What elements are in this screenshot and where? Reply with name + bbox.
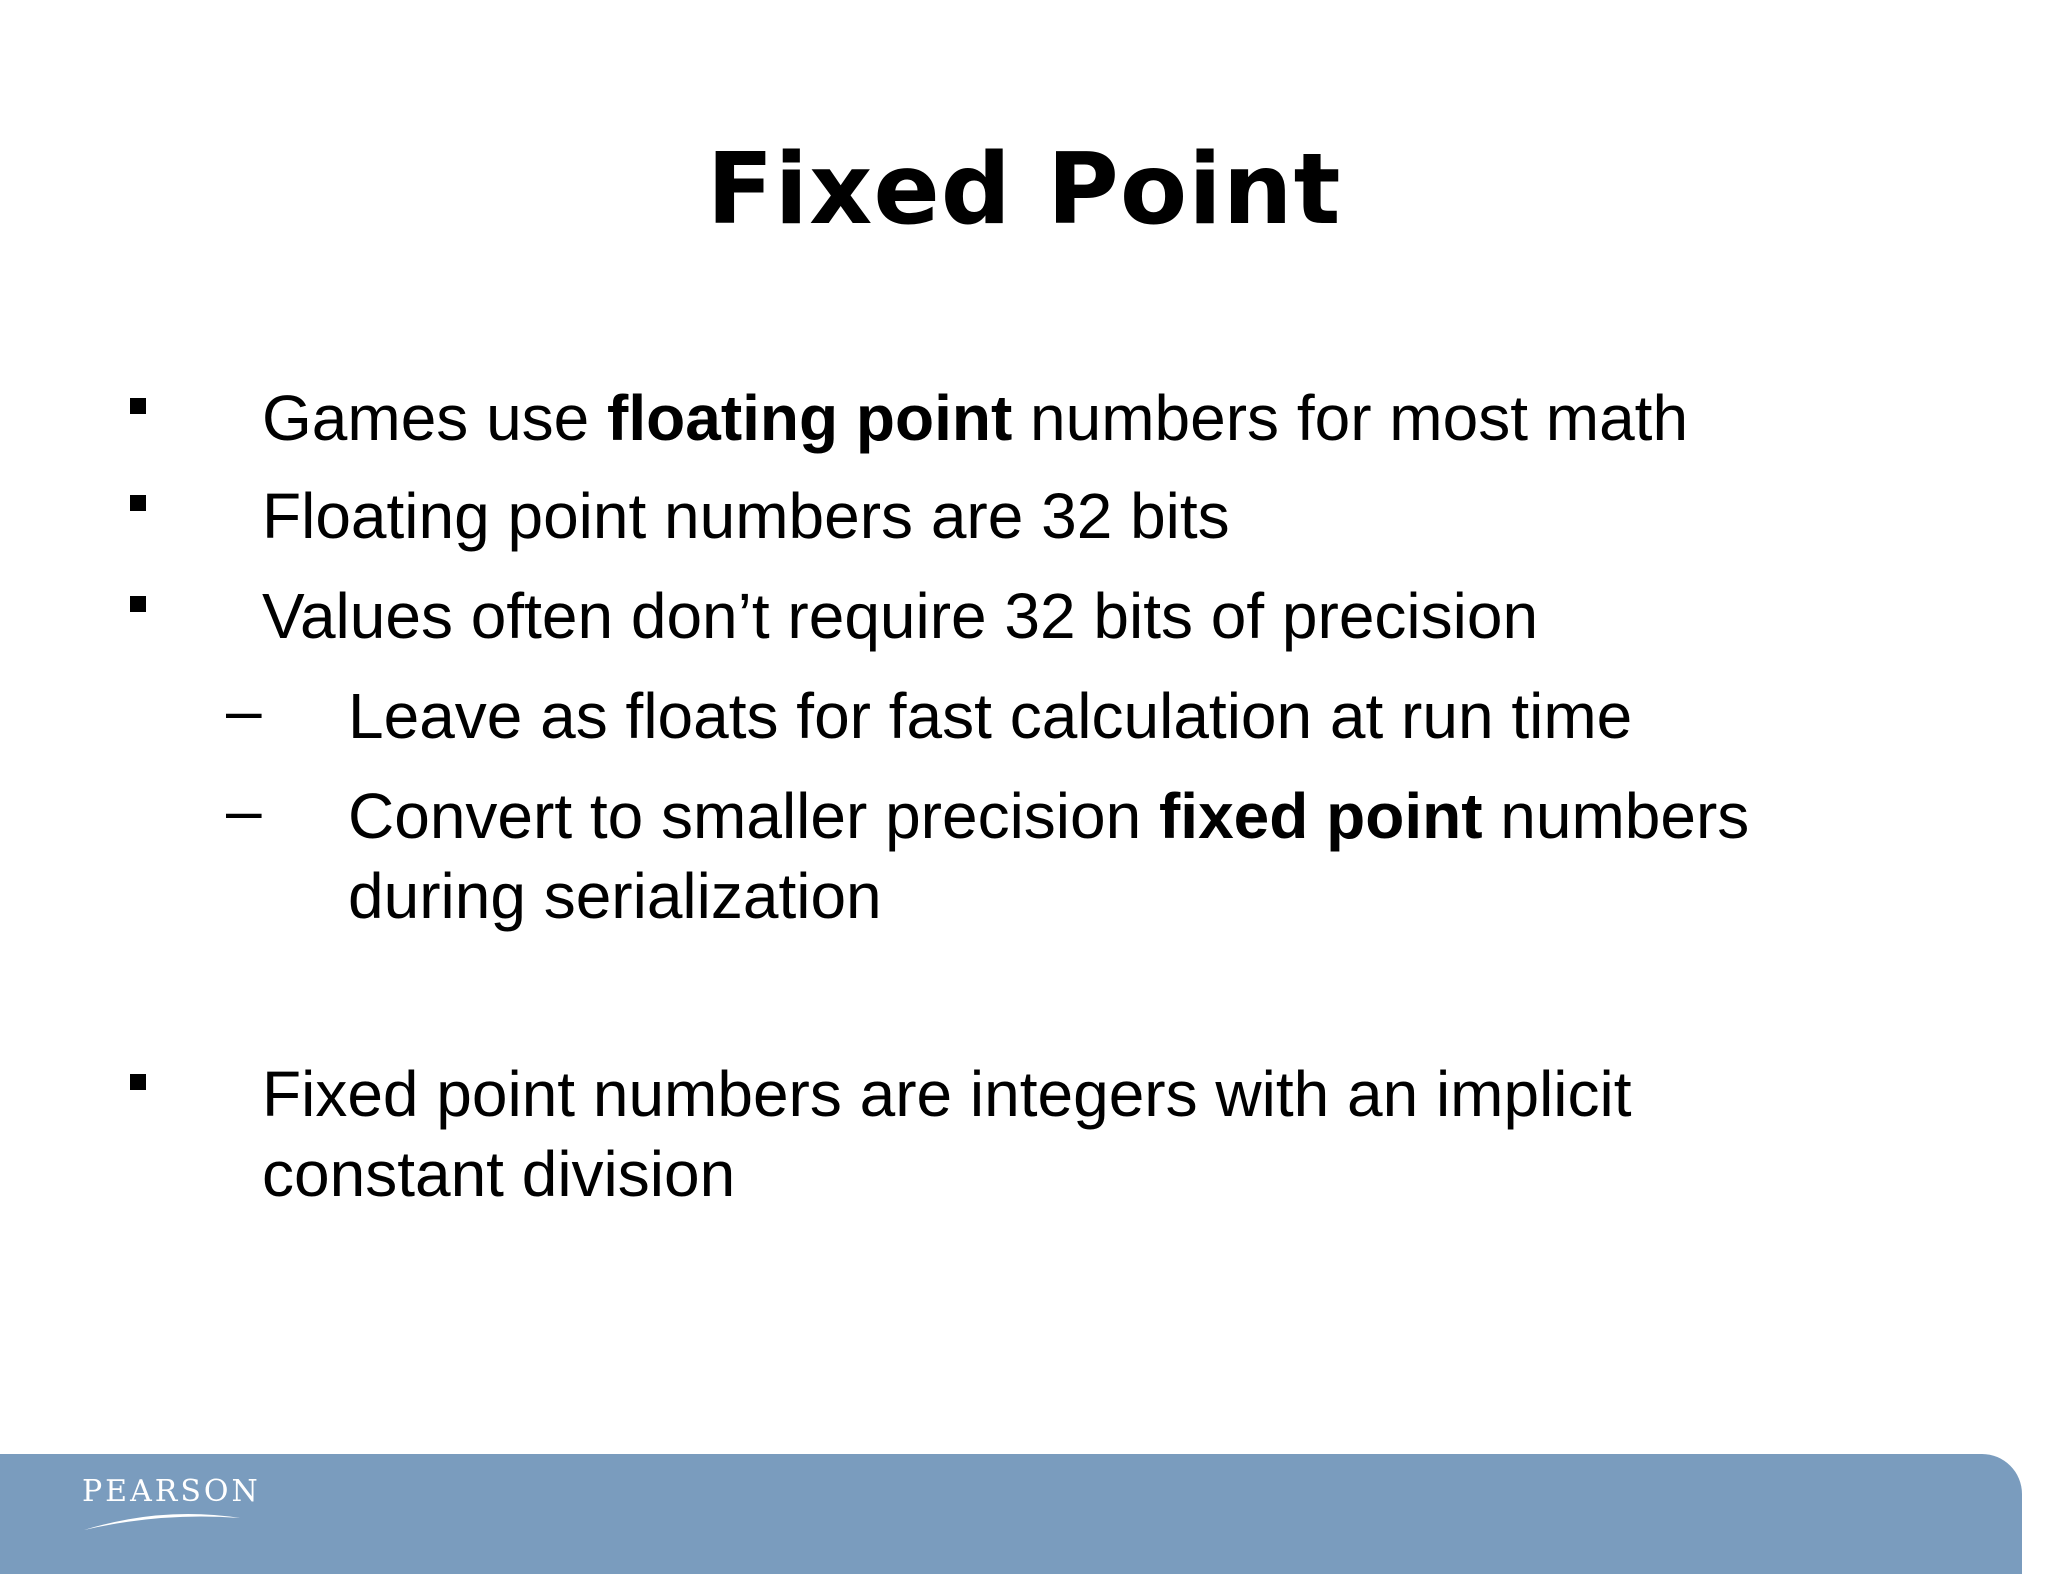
bullet-text-part: Leave as floats for fast calculation at run time — [348, 680, 1633, 752]
bullet-text-part: Games use — [262, 382, 608, 454]
bullet-text-continued — [262, 1134, 735, 1214]
bullet-text-bold: floating point — [607, 382, 1013, 454]
bullet-text — [262, 378, 1688, 458]
sub-bullet-text — [348, 776, 1749, 856]
bullet-text-part: during serialization — [348, 860, 882, 932]
footer-bar — [0, 1454, 2022, 1574]
square-bullet-icon — [130, 596, 146, 612]
square-bullet-icon — [130, 495, 146, 511]
swoosh-icon — [82, 1504, 242, 1534]
square-bullet-icon — [130, 1074, 146, 1090]
bullet-text — [262, 476, 1230, 556]
slide-title: Fixed Point — [706, 133, 1342, 247]
sub-bullet-text-continued — [348, 856, 882, 936]
pearson-logo — [82, 1474, 261, 1534]
dash-bullet-icon: – — [226, 774, 262, 846]
bullet-text-part: constant division — [262, 1138, 736, 1210]
dash-bullet-icon: – — [226, 674, 262, 746]
bullet-text-part: Convert to smaller precision — [348, 780, 1159, 852]
bullet-text-part: numbers for most math — [1012, 382, 1689, 454]
bullet-text-bold: fixed point — [1158, 780, 1483, 852]
bullet-text — [262, 1054, 1632, 1134]
bullet-text-part: Floating point numbers are 32 bits — [262, 480, 1230, 552]
sub-bullet-text — [348, 676, 1632, 756]
pearson-logo-text: PEARSON — [82, 1474, 261, 1509]
bullet-text — [262, 576, 1538, 656]
bullet-text-part: Fixed point numbers are integers with an implicit — [262, 1058, 1632, 1130]
bullet-text-part: numbers — [1482, 780, 1750, 852]
bullet-text-part: Values often don’t require 32 bits of precision — [262, 580, 1539, 652]
square-bullet-icon — [130, 398, 146, 414]
